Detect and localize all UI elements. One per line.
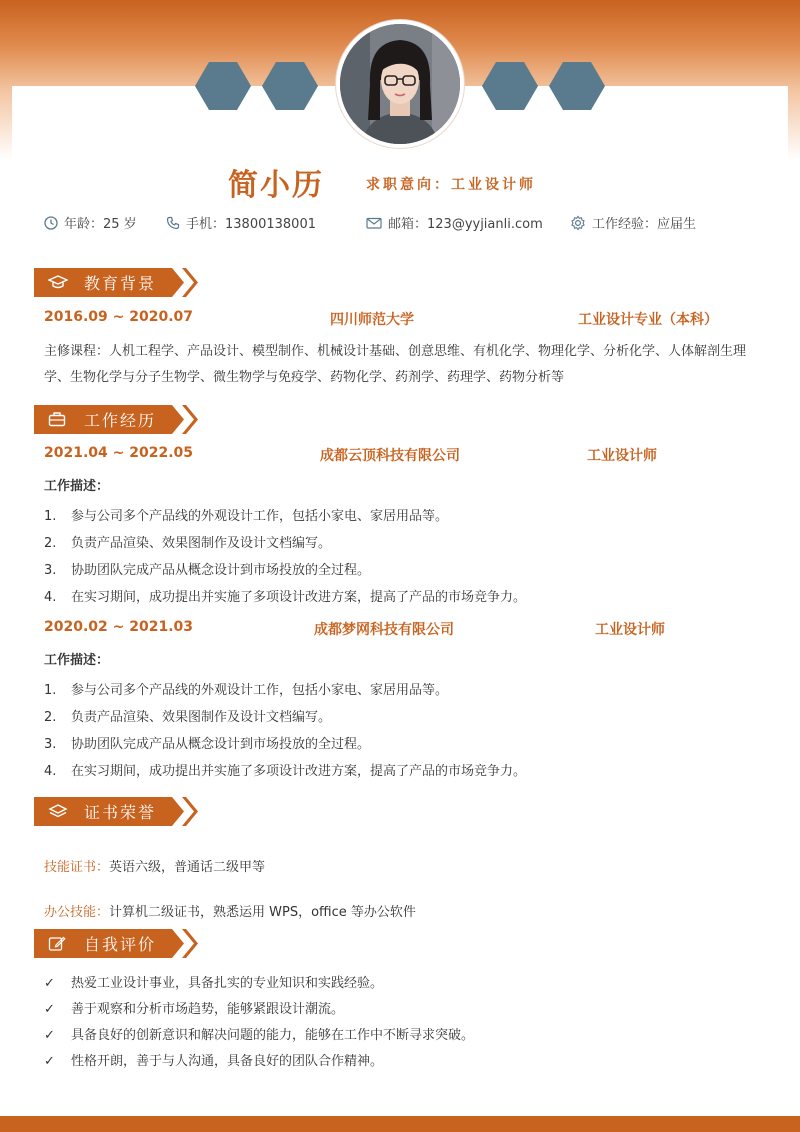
mail-icon — [366, 216, 382, 230]
list-item-text: 具备良好的创新意识和解决问题的能力，能够在工作中不断寻求突破。 — [71, 1028, 475, 1043]
info-experience-text: 工作经验：应届生 — [592, 217, 697, 232]
job-1-company: 成都云顶科技有限公司 — [320, 448, 460, 464]
list-item — [44, 704, 764, 731]
graduation-cap-icon — [48, 274, 68, 291]
job-2-desc-label: 工作描述： — [44, 653, 110, 668]
certificate-office-value: 计算机二级证书，熟悉运用 WPS，office 等办公软件 — [109, 905, 416, 920]
briefcase-icon — [48, 411, 66, 427]
list-item — [44, 557, 764, 584]
list-item — [44, 530, 764, 557]
list-item-number: 2. — [44, 710, 57, 725]
list-item — [44, 1049, 474, 1075]
job-2-company: 成都梦网科技有限公司 — [314, 622, 454, 638]
list-item-number: 3. — [44, 563, 57, 578]
section-label-education: 教育背景 — [84, 274, 157, 293]
check-icon: ✓ — [44, 976, 55, 991]
info-age — [44, 213, 137, 232]
check-icon: ✓ — [44, 1054, 55, 1069]
self-evaluation-list — [44, 971, 474, 1075]
job-intent: 求职意向：工业设计师 — [366, 177, 536, 193]
list-item-number: 1. — [44, 509, 57, 524]
list-item-text: 负责产品渲染、效果图制作及设计文档编写。 — [71, 710, 332, 725]
list-item-text: 在实习期间，成功提出并实施了多项设计改进方案，提高了产品的市场竞争力。 — [71, 764, 527, 779]
info-email — [366, 213, 543, 232]
education-courses: 主修课程：人机工程学、产品设计、模型制作、机械设计基础、创意思维、有机化学、物理化学、分析化学、人体解剖生理学、生物化学与分子生物学、微生物学与免疫学、药物化学、药剂学、药理学、药物分析等 — [44, 344, 747, 385]
list-item — [44, 677, 764, 704]
list-item-text: 热爱工业设计事业，具备扎实的专业知识和实践经验。 — [71, 976, 384, 991]
check-icon: ✓ — [44, 1028, 55, 1043]
list-item-text: 性格开朗，善于与人沟通，具备良好的团队合作精神。 — [71, 1054, 384, 1069]
list-item — [44, 584, 764, 611]
layers-icon — [48, 803, 68, 820]
section-title-self-evaluation — [34, 929, 200, 958]
avatar-photo — [336, 20, 464, 148]
list-item-text: 在实习期间，成功提出并实施了多项设计改进方案，提高了产品的市场竞争力。 — [71, 590, 527, 605]
job-2-role: 工业设计师 — [595, 622, 665, 638]
list-item-text: 协助团队完成产品从概念设计到市场投放的全过程。 — [71, 737, 371, 752]
list-item-text: 参与公司多个产品线的外观设计工作，包括小家电、家居用品等。 — [71, 683, 449, 698]
list-item-number: 2. — [44, 536, 57, 551]
list-item-number: 4. — [44, 590, 57, 605]
section-label-self-evaluation: 自我评价 — [84, 935, 157, 954]
job-1-period: 2021.04 ~ 2022.05 — [44, 445, 194, 461]
list-item-number: 1. — [44, 683, 57, 698]
certificate-skills — [44, 856, 265, 875]
list-item — [44, 731, 764, 758]
education-period: 2016.09 ~ 2020.07 — [44, 309, 194, 325]
list-item-text: 参与公司多个产品线的外观设计工作，包括小家电、家居用品等。 — [71, 509, 449, 524]
job-1-desc-label: 工作描述： — [44, 479, 110, 494]
info-experience — [570, 213, 696, 232]
section-label-work: 工作经历 — [84, 411, 157, 430]
section-label-certificates: 证书荣誉 — [84, 803, 157, 822]
list-item-text: 善于观察和分析市场趋势，能够紧跟设计潮流。 — [71, 1002, 345, 1017]
certificate-skills-key: 技能证书： — [44, 860, 110, 875]
section-title-work — [34, 405, 200, 434]
list-item — [44, 997, 474, 1023]
list-item-text: 负责产品渲染、效果图制作及设计文档编写。 — [71, 536, 332, 551]
list-item — [44, 758, 764, 785]
list-item — [44, 1023, 474, 1049]
list-item — [44, 971, 474, 997]
job-1-duties — [44, 503, 764, 611]
education-school: 四川师范大学 — [330, 312, 414, 328]
footer-bar — [0, 1116, 800, 1132]
job-1-role: 工业设计师 — [587, 448, 657, 464]
section-title-education — [34, 268, 200, 297]
list-item-text: 协助团队完成产品从概念设计到市场投放的全过程。 — [71, 563, 371, 578]
job-2-duties — [44, 677, 764, 785]
candidate-name: 简小历 — [228, 168, 324, 203]
info-age-text: 年龄：25 岁 — [64, 217, 137, 232]
check-icon: ✓ — [44, 1002, 55, 1017]
section-title-certificates — [34, 797, 200, 826]
certificate-office — [44, 901, 416, 920]
list-item-number: 4. — [44, 764, 57, 779]
info-email-text: 邮箱：123@yyjianli.com — [388, 217, 543, 232]
info-phone-text: 手机：13800138001 — [186, 217, 316, 232]
info-phone — [166, 213, 316, 232]
certificate-office-key: 办公技能： — [44, 905, 110, 920]
gear-icon — [570, 215, 586, 231]
edit-icon — [48, 935, 66, 952]
education-major: 工业设计专业（本科） — [578, 312, 718, 328]
list-item-number: 3. — [44, 737, 57, 752]
certificate-skills-value: 英语六级，普通话二级甲等 — [109, 860, 266, 875]
job-2-period: 2020.02 ~ 2021.03 — [44, 619, 194, 635]
list-item — [44, 503, 764, 530]
clock-icon — [44, 216, 58, 230]
phone-icon — [166, 216, 180, 230]
